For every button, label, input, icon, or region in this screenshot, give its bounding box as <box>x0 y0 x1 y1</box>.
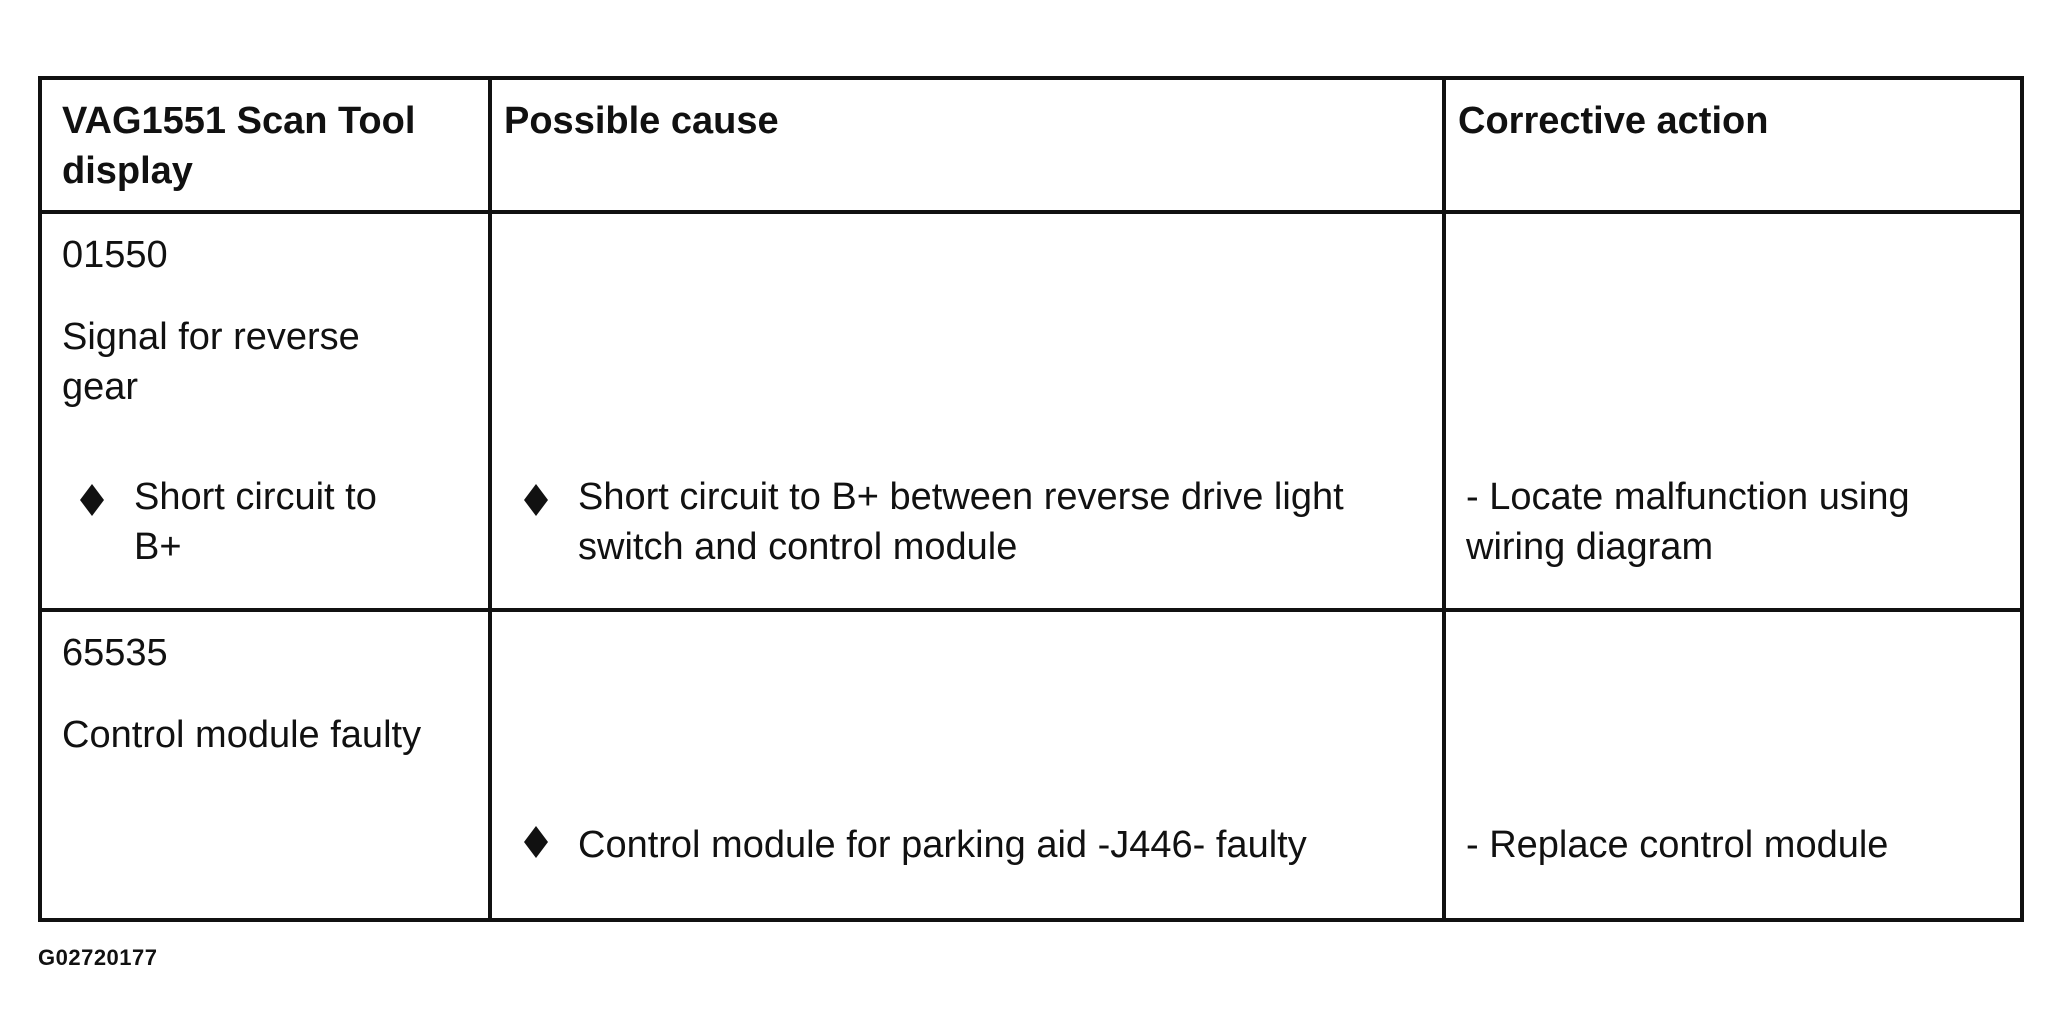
row-divider <box>42 210 2020 214</box>
fault-code: 65535 <box>62 632 168 674</box>
diamond-bullet-icon <box>522 822 550 862</box>
corrective-action-text: - Locate malfunction using wiring diagram <box>1466 476 1910 568</box>
possible-cause-text: Short circuit to B+ between reverse drive light switch and control module <box>578 476 1344 568</box>
diamond-bullet-icon <box>522 480 550 520</box>
figure-id: G02720177 <box>38 945 158 970</box>
row-divider <box>42 608 2020 612</box>
column-divider <box>1442 80 1446 918</box>
diamond-bullet-icon <box>78 480 106 520</box>
possible-cause-text: Control module for parking aid -J446- faulty <box>578 824 1307 866</box>
diagnostic-table <box>38 76 2024 922</box>
column-divider <box>488 80 492 918</box>
corrective-action-text: - Replace control module <box>1466 824 1889 866</box>
header-possible-cause: Possible cause <box>504 100 779 142</box>
header-scan-tool-display: VAG1551 Scan Tool display <box>62 100 416 192</box>
fault-description: Signal for reverse gear <box>62 316 360 408</box>
fault-code: 01550 <box>62 234 168 276</box>
fault-condition: Short circuit to B+ <box>134 476 377 568</box>
header-corrective-action: Corrective action <box>1458 100 1769 142</box>
fault-description: Control module faulty <box>62 714 422 756</box>
